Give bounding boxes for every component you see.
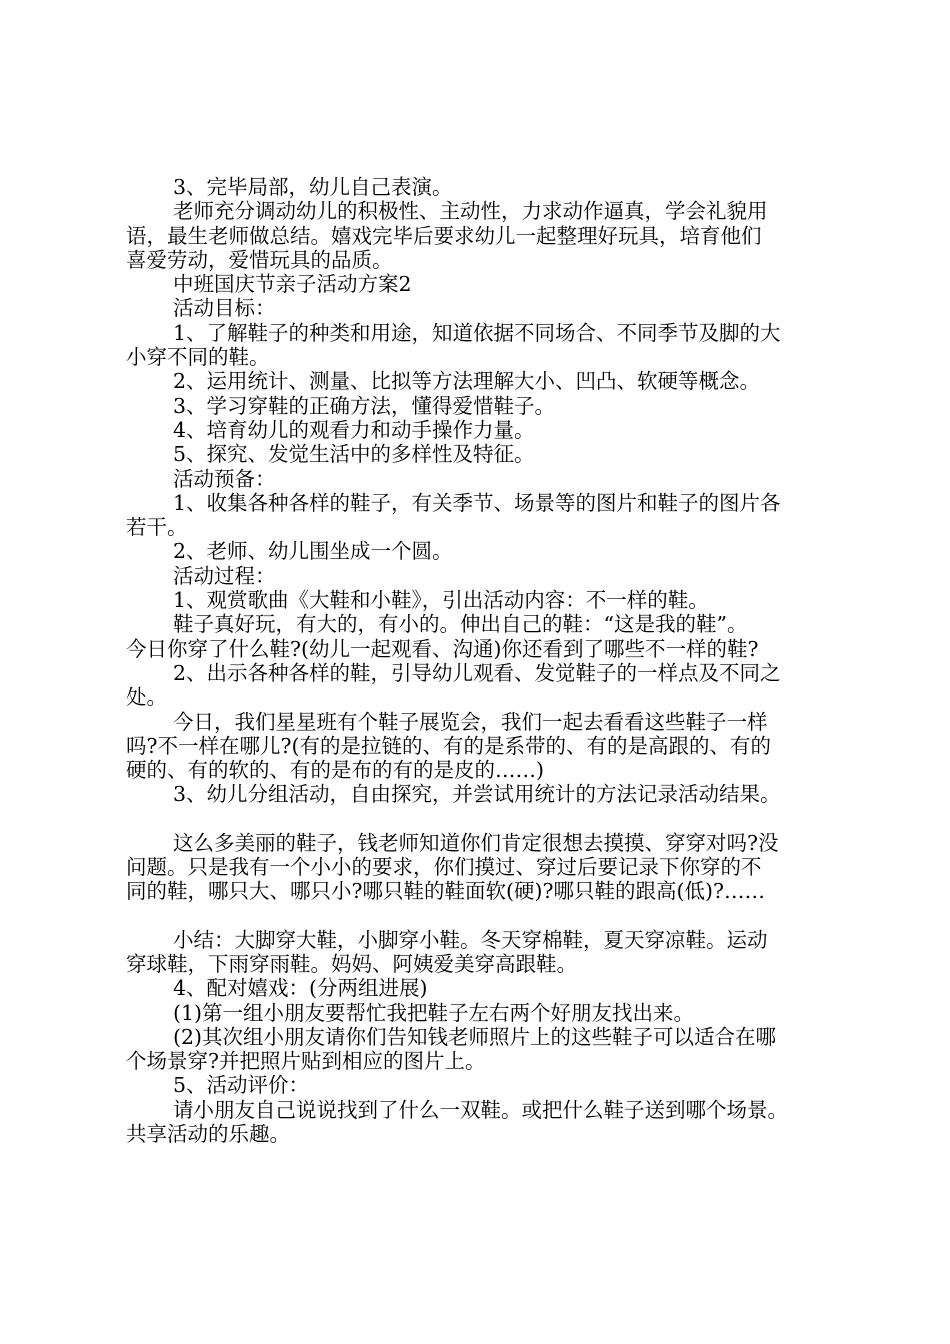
paragraph: [126, 418, 846, 442]
section-title: [126, 272, 846, 296]
paragraph: [126, 1001, 846, 1025]
text-line: 2、出示各种各样的鞋，引导幼儿观看、发觉鞋子的一样点及不同之: [173, 660, 781, 685]
paragraph: [126, 1098, 846, 1147]
text-line: 喜爱劳动，爱惜玩具的品质。: [126, 247, 393, 272]
paragraph: [126, 588, 846, 612]
text-line: 语，最生老师做总结。嬉戏完毕后要求幼儿一起整理好玩具，培育他们: [126, 223, 762, 248]
text-line: 1、了解鞋子的种类和用途，知道依据不同场合、不同季节及脚的大: [173, 320, 781, 345]
paragraph: [126, 782, 846, 806]
text-line: 中班国庆节亲子活动方案2: [173, 272, 412, 297]
text-line: 5、探究、发觉生活中的多样性及特征。: [173, 442, 535, 467]
subheading: [126, 1073, 846, 1097]
paragraph: [126, 928, 846, 977]
text-line: 活动目标：: [173, 296, 276, 321]
subheading: [126, 564, 846, 588]
text-line: 2、运用统计、测量、比拟等方法理解大小、凹凸、软硬等概念。: [173, 369, 761, 394]
paragraph: [126, 831, 846, 904]
text-line: 活动过程：: [173, 563, 276, 588]
text-line: 同的鞋，哪只大、哪只小?哪只鞋的鞋面软(硬)?哪只鞋的跟高(低)?……: [126, 879, 765, 904]
paragraph: [126, 394, 846, 418]
paragraph: [126, 491, 846, 540]
text-line: 这么多美丽的鞋子，钱老师知道你们肯定很想去摸摸、穿穿对吗?没: [173, 830, 779, 855]
paragraph: [126, 976, 846, 1000]
text-line: 老师充分调动幼儿的积极性、主动性，力求动作逼真，学会礼貌用: [173, 199, 768, 224]
text-line: 小结：大脚穿大鞋，小脚穿小鞋。冬天穿棉鞋，夏天穿凉鞋。运动: [173, 927, 768, 952]
paragraph: [126, 199, 846, 272]
document-body: [126, 175, 846, 1146]
text-line: 穿球鞋，下雨穿雨鞋。妈妈、阿姨爱美穿高跟鞋。: [126, 951, 577, 976]
text-line: 5、活动评价：: [173, 1073, 310, 1098]
text-line: 4、培育幼儿的观看力和动手操作力量。: [173, 417, 535, 442]
text-line: 吗?不一样在哪儿?(有的是拉链的、有的是系带的、有的是高跟的、有的: [126, 733, 771, 758]
text-line: 今日你穿了什么鞋?(幼儿一起观看、沟通)你还看到了哪些不一样的鞋?: [126, 636, 759, 661]
text-line: 小穿不同的鞋。: [126, 345, 270, 370]
text-line: 3、学习穿鞋的正确方法，懂得爱惜鞋子。: [173, 393, 556, 418]
text-line: 个场景穿?并把照片贴到相应的图片上。: [126, 1049, 486, 1074]
text-line: 今日，我们星星班有个鞋子展览会，我们一起去看看这些鞋子一样: [173, 709, 768, 734]
text-line: 请小朋友自己说说找到了什么一双鞋。或把什么鞋子送到哪个场景。: [173, 1097, 788, 1122]
blank-line: [126, 807, 846, 831]
text-line: 若干。: [126, 515, 188, 540]
text-line: (1)第一组小朋友要帮忙我把鞋子左右两个好朋友找出来。: [173, 1000, 695, 1025]
text-line: 3、幼儿分组活动，自由探究，并尝试用统计的方法记录活动结果。: [173, 782, 781, 807]
paragraph: [126, 369, 846, 393]
text-line: 1、收集各种各样的鞋子，有关季节、场景等的图片和鞋子的图片各: [173, 490, 781, 515]
text-line: 硬的、有的软的、有的是布的有的是皮的……): [126, 758, 544, 783]
text-line: (2)其次组小朋友请你们告知钱老师照片上的这些鞋子可以适合在哪: [173, 1024, 777, 1049]
text-line: 问题。只是我有一个小小的要求，你们摸过、穿过后要记录下你穿的不: [126, 855, 762, 880]
paragraph: [126, 710, 846, 783]
paragraph: [126, 321, 846, 370]
paragraph: [126, 661, 846, 710]
text-line: 处。: [126, 685, 167, 710]
paragraph: [126, 175, 846, 199]
text-line: 活动预备：: [173, 466, 276, 491]
text-line: 4、配对嬉戏：(分两组进展): [173, 976, 428, 1001]
blank-line: [126, 904, 846, 928]
subheading: [126, 296, 846, 320]
subheading: [126, 467, 846, 491]
text-line: 3、完毕局部，幼儿自己表演。: [173, 175, 453, 199]
text-line: 2、老师、幼儿围坐成一个圆。: [173, 539, 453, 564]
text-line: 共享活动的乐趣。: [126, 1121, 290, 1146]
text-line: 1、观赏歌曲《大鞋和小鞋》，引出活动内容：不一样的鞋。: [173, 588, 709, 613]
paragraph: [126, 612, 846, 661]
paragraph: [126, 442, 846, 466]
text-line: 鞋子真好玩，有大的，有小的。伸出自己的鞋：“这是我的鞋”。: [173, 612, 748, 637]
paragraph: [126, 1025, 846, 1074]
paragraph: [126, 539, 846, 563]
